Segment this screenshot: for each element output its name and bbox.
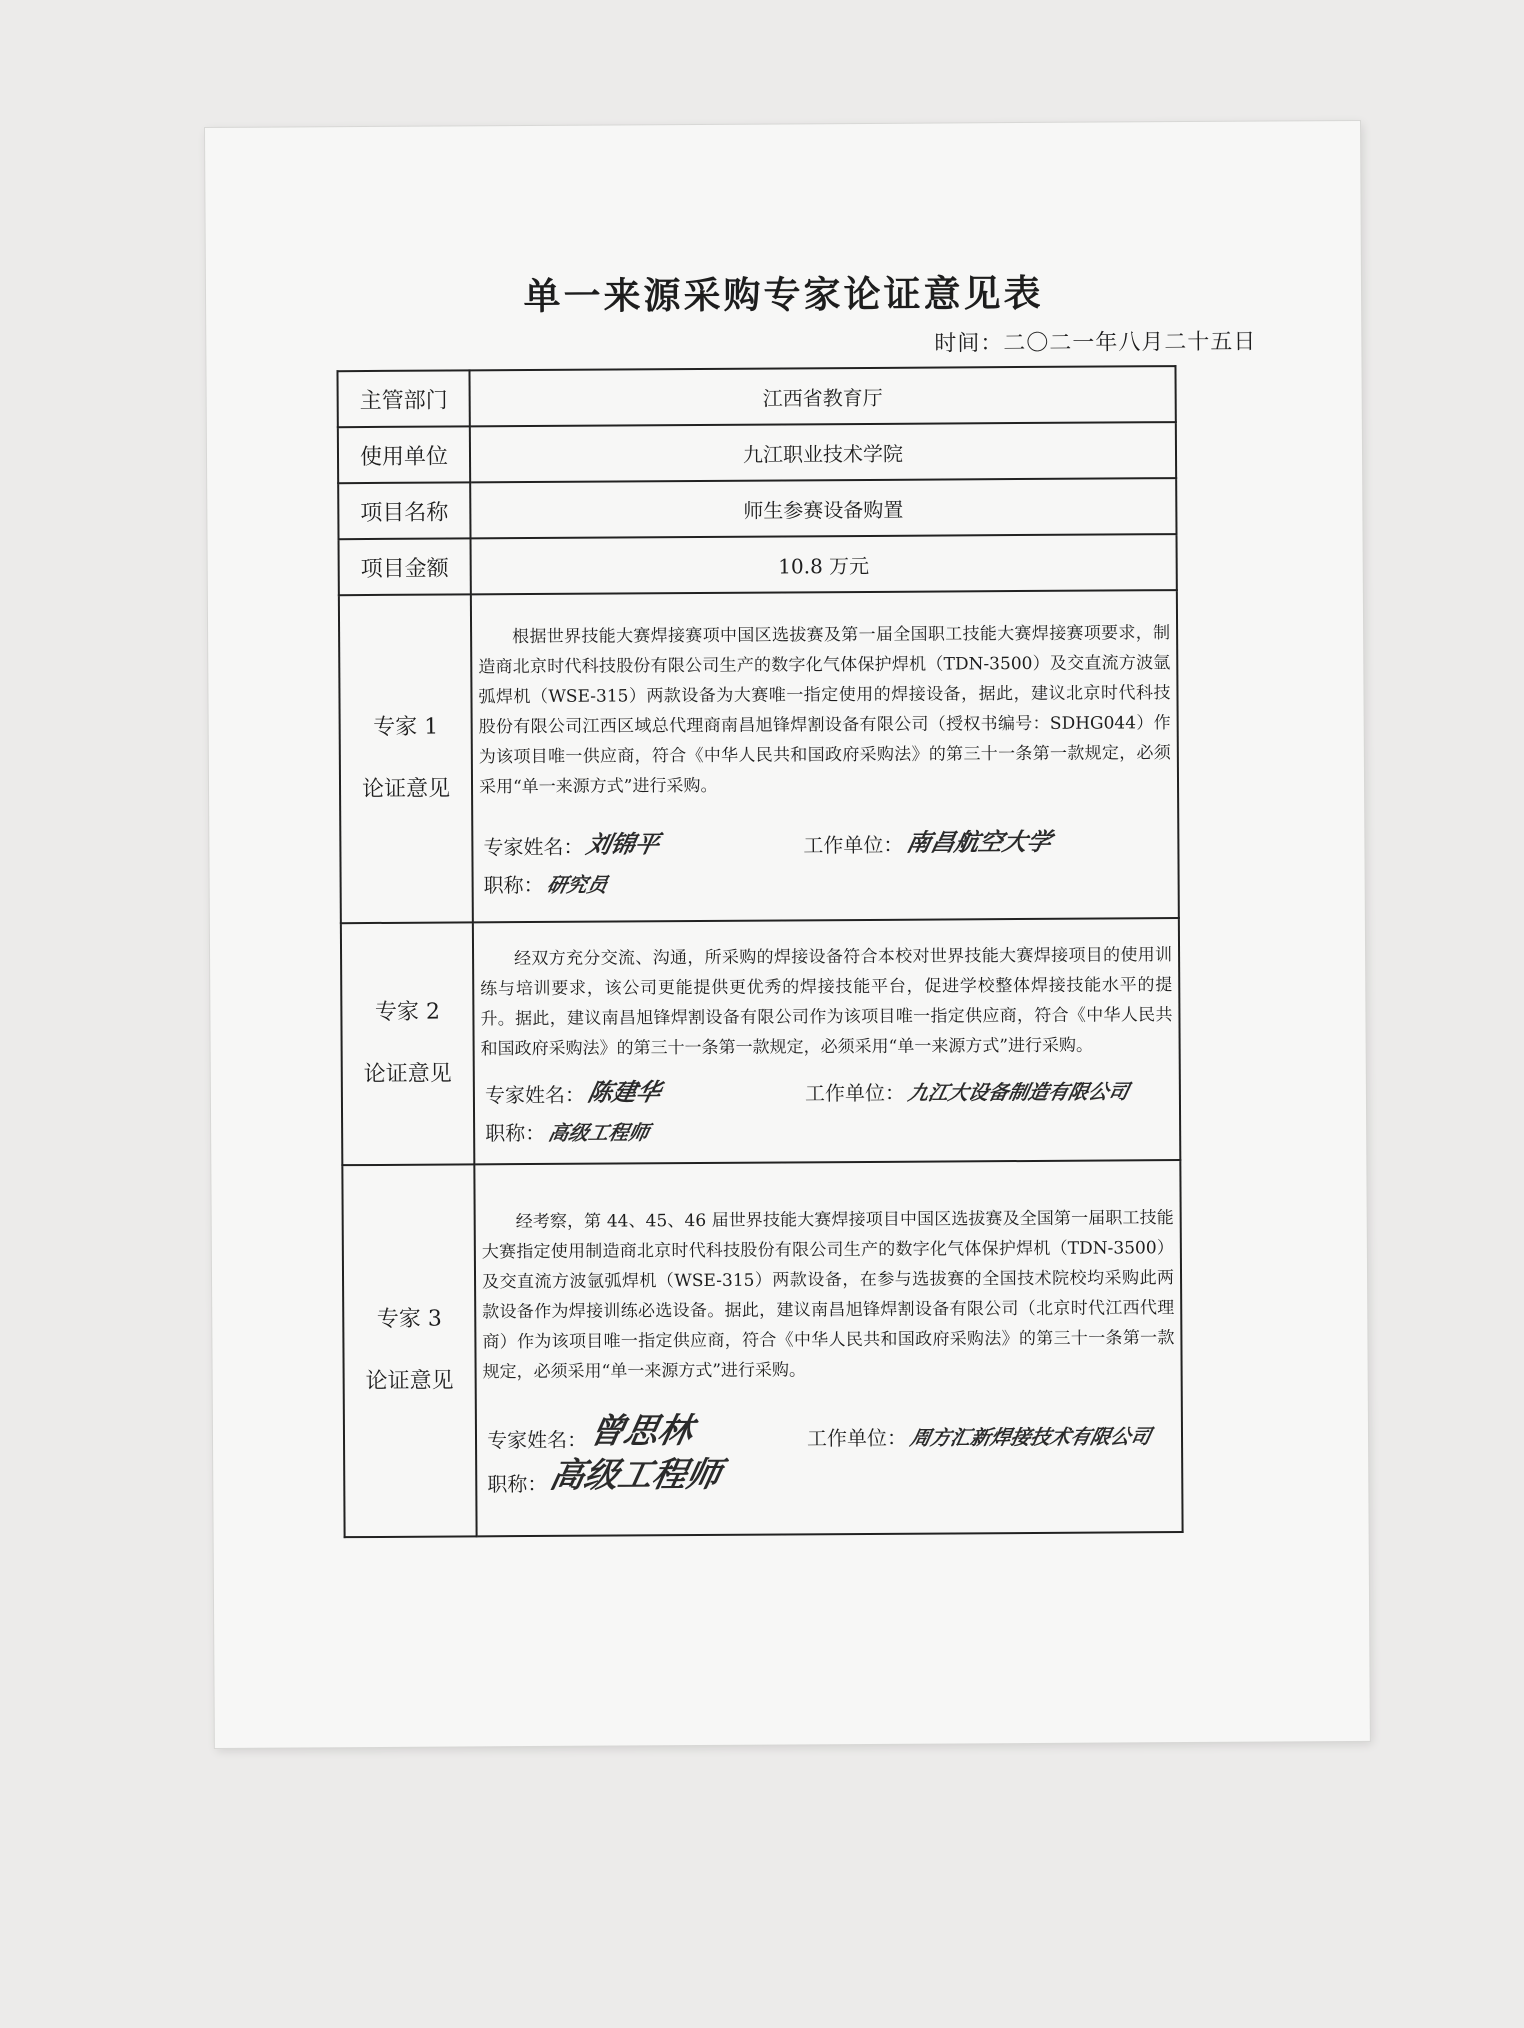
expert-name-label: 专家姓名： [484,1082,585,1108]
unit-label: 使用单位 [338,426,470,483]
amount-value: 10.8 万元 [471,534,1177,594]
document-title: 单一来源采购专家论证意见表 [523,270,1044,319]
table-row [337,366,1175,427]
project-value: 师生参赛设备购置 [470,478,1176,538]
expert-3-title-row [477,1449,1181,1497]
workplace-label: 工作单位： [804,1080,905,1106]
expert-2-row [341,918,1180,1165]
expert-2-name-group [485,1071,805,1108]
expert-3-workplace-group [806,1420,1154,1451]
workplace-label: 工作单位： [806,1425,908,1451]
expert-3-label [342,1164,476,1537]
expert-3-row [342,1160,1182,1537]
project-label: 项目名称 [338,482,470,539]
expert-1-opinion-heading: 论证意见 [361,776,451,803]
opinion-form-table [336,365,1183,1538]
expert-1-row [339,590,1179,923]
expert-2-opinion: 经双方充分交流、沟通，所采购的焊接设备符合本校对世界技能大赛焊接项目的使用训练与培训要求，该公司更能提供更优秀的焊接技能平台，促进学校整体焊接技能水平的提升。据此，建议南昌旭锋焊割设备有限公司作为该项目唯一指定供应商，符合《中华人民共和国政府采购法》的第三十一条第一款规定，必须采用“单一来源方式”进行采购。 [480,945,1173,1060]
title-label: 职称： [485,1120,546,1146]
expert-1-workplace-signature: 南昌航空大学 [903,826,1054,857]
expert-2-opinion-heading: 论证意见 [363,1061,452,1088]
document-date: 时间：二〇二一年八月二十五日 [934,329,1257,357]
title-label: 职称： [483,872,544,898]
expert-3-opinion-heading: 论证意见 [365,1368,454,1395]
expert-name-label: 专家姓名： [483,834,584,860]
dept-label: 主管部门 [337,370,469,427]
document-page [205,121,1370,1748]
expert-name-label: 专家姓名： [486,1427,588,1453]
expert-1-number: 专家 1 [373,714,439,740]
expert-2-title-row [475,1104,1179,1146]
expert-1-workplace-group [803,822,1054,859]
expert-3-workplace-signature: 周方汇新焊接技术有限公司 [908,1424,1154,1450]
table-row [339,534,1177,595]
expert-3-opinion: 经考察，第 44、45、46 届世界技能大赛焊接项目中国区选拔赛及全国第一届职工技能大赛指定使用制造商北京时代科技股份有限公司生产的数字化气体保护焊机（TDN-3500）及交直流方波氩弧焊机（WSE-315）两款设备，在参与选拔赛的全国技术院校均采购此两款设备作为焊接训练必选设备。据此，建议南昌旭锋焊割设备有限公司（北京时代江西代理商）作为该项目唯一指定供应商，符合《中华人民共和国政府采购法》的第三十一条第一款规定，必须采用“单一来源方式”进行采购。 [481,1208,1175,1383]
expert-2-workplace-signature: 九江大设备制造有限公司 [906,1079,1132,1105]
expert-2-content [473,918,1180,1164]
expert-1-title-row [473,856,1177,898]
expert-2-title-signature: 高级工程师 [546,1120,652,1145]
table-row [338,422,1176,483]
expert-2-number: 专家 2 [374,999,440,1025]
expert-2-name-signature: 陈建华 [585,1077,664,1107]
expert-2-signature-row [475,1066,1179,1108]
expert-3-name-signature: 曾思林 [586,1411,697,1452]
title-label: 职称： [487,1471,548,1497]
expert-1-name-group [483,823,803,860]
expert-1-label [339,594,473,923]
expert-3-content [474,1160,1182,1536]
dept-value: 江西省教育厅 [469,366,1175,426]
table-row [338,478,1176,539]
workplace-label: 工作单位： [803,832,904,858]
expert-2-workplace-group [804,1075,1132,1106]
expert-1-content [471,590,1179,922]
expert-2-label [341,922,474,1165]
expert-1-opinion: 根据世界技能大赛焊接赛项中国区选拔赛及第一届全国职工技能大赛焊接赛项要求，制造商北京时代科技股份有限公司生产的数字化气体保护焊机（TDN-3500）及交直流方波氩弧焊机（WSE-315）两款设备为大赛唯一指定使用的焊接设备，据此，建议北京时代科技股份有限公司江西区域总代理商南昌旭锋焊割设备有限公司（授权书编号：SDHG044）作为该项目唯一供应商，符合《中华人民共和国政府采购法》的第三十一条第一款规定，必须采用“单一来源方式”进行采购。 [478,623,1171,798]
expert-3-title-signature: 高级工程师 [546,1454,725,1496]
expert-3-name-group [487,1402,807,1453]
unit-value: 九江职业技术学院 [470,422,1176,482]
expert-1-name-signature: 刘锦平 [583,829,662,859]
expert-1-title-signature: 研究员 [544,872,610,897]
amount-label: 项目金额 [339,538,471,595]
expert-1-signature-row [473,818,1177,860]
expert-3-number: 专家 3 [376,1306,442,1332]
